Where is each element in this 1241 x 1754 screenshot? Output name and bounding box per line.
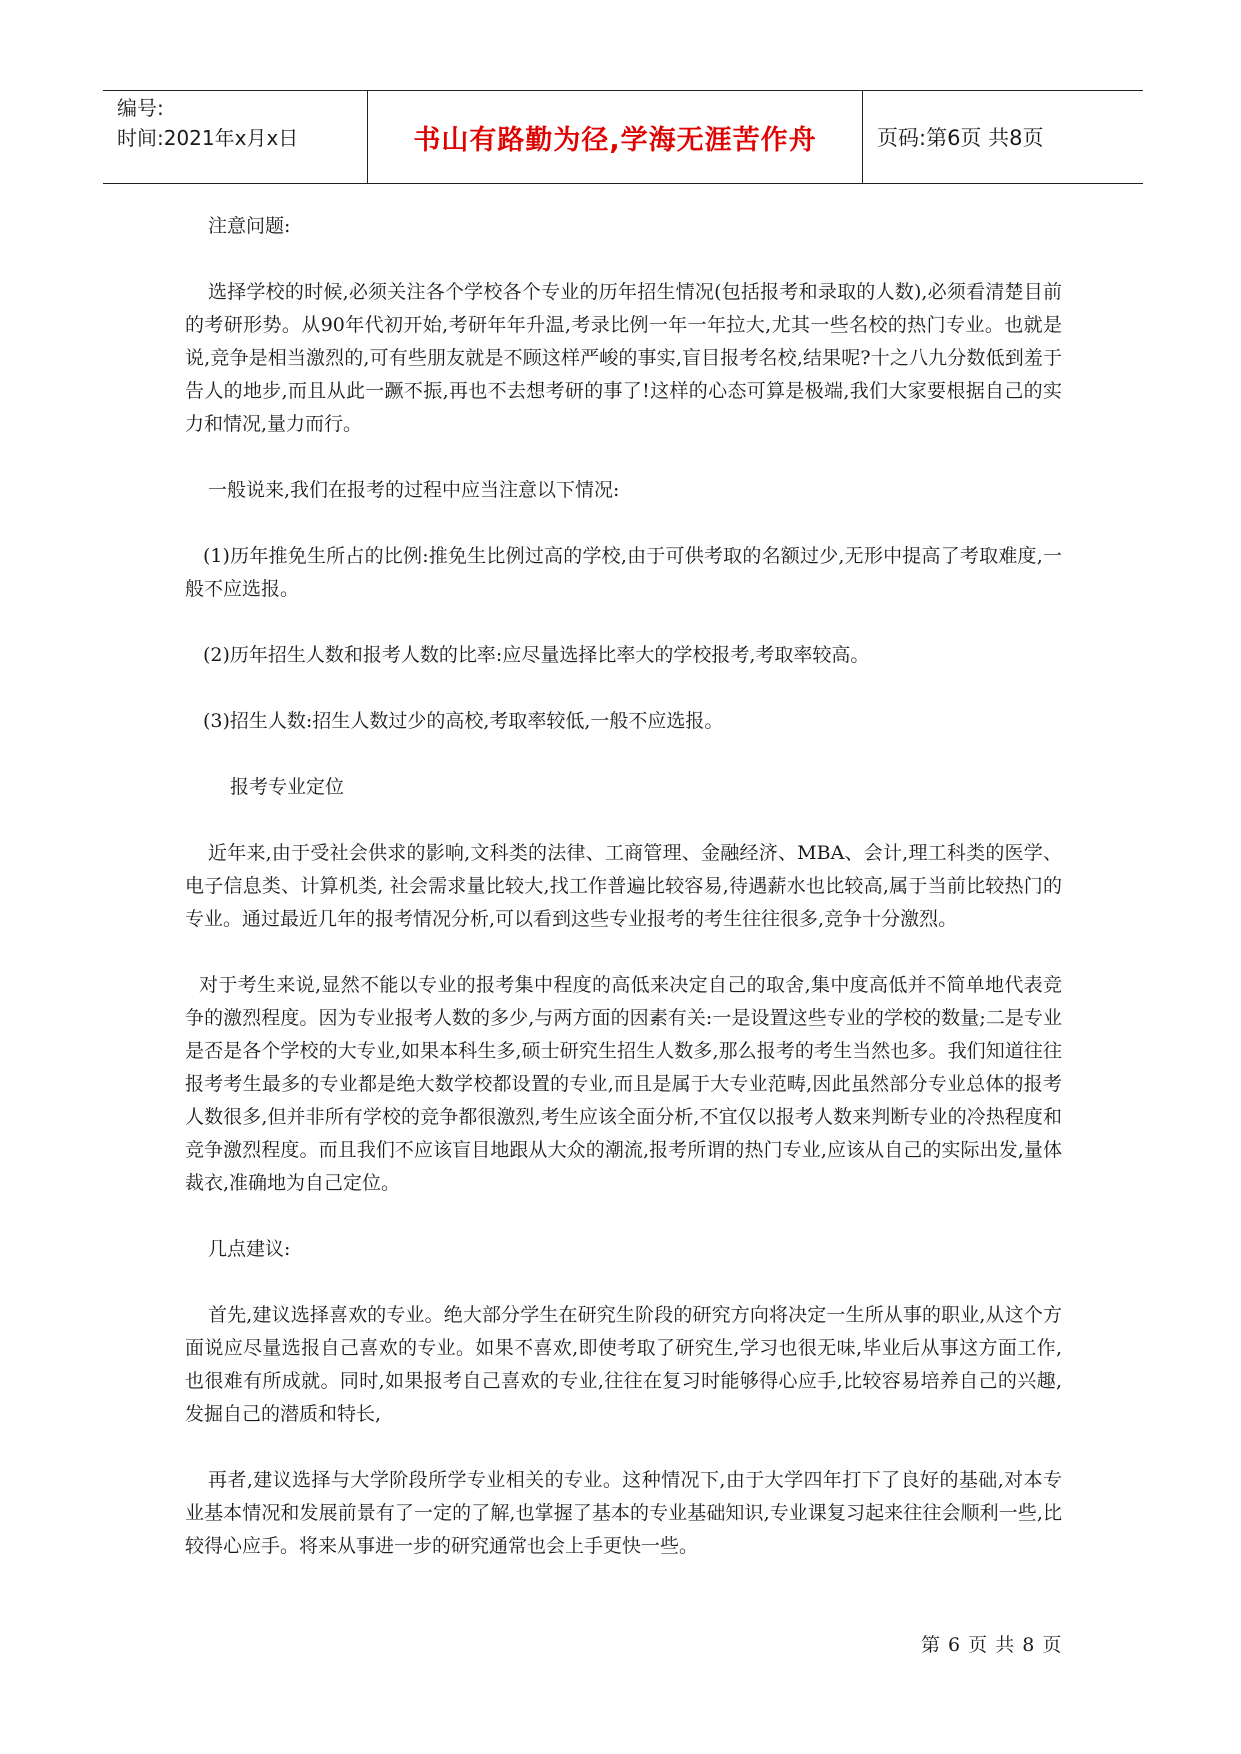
paragraph: 选择学校的时候,必须关注各个学校各个专业的历年招生情况(包括报考和录取的人数),必须看清楚目前的考研形势。从90年代初开始,考研年年升温,考录比例一年一年拉大,尤其一些名校的热门专业。也就是说,竞争是相当激烈的,可有些朋友就是不顾这样严峻的事实,盲目报考名校,结果呢?十之八九分数低到羞于告人的地步,而且从此一蹶不振,再也不去想考研的事了!这样的心态可算是极端,我们大家要根据自己的实力和情况,量力而行。: [185, 281, 1062, 435]
motto: 书山有路勤为径,学海无涯苦作舟: [413, 124, 817, 156]
page-footer: 第 6 页 共 8 页: [921, 1634, 1063, 1656]
paragraph: 对于考生来说,显然不能以专业的报考集中程度的高低来决定自己的取舍,集中度高低并不简单地代表竞争的激烈程度。因为专业报考人数的多少,与两方面的因素有关:一是设置这些专业的学校的数量;二是专业是否是各个学校的大专业,如果本科生多,硕士研究生招生人数多,那么报考的考生当然也多。我们知道往往报考考生最多的专业都是绝大数学校都设置的专业,而且是属于大专业范畴,因此虽然部分专业总体的报考人数很多,但并非所有学校的竞争都很激烈,考生应该全面分析,不宜仅以报考人数来判断专业的冷热程度和竞争激烈程度。而且我们不应该盲目地跟从大众的潮流,报考所谓的热门专业,应该从自己的实际出发,量体裁衣,准确地为自己定位。: [185, 974, 1062, 1194]
paragraph: 一般说来,我们在报考的过程中应当注意以下情况:: [208, 479, 620, 501]
time-label: 时间:2021年x月x日: [117, 126, 299, 150]
heading-notes: 注意问题:: [208, 215, 291, 237]
paragraph: 近年来,由于受社会供求的影响,文科类的法律、工商管理、金融经济、MBA、会计,理工科类的医学、电子信息类、计算机类, 社会需求量比较大,找工作普遍比较容易,待遇薪水也比较高,属于当前比较热门的专业。通过最近几年的报考情况分析,可以看到这些专业报考的考生往往很多,竞争十分激烈。: [185, 842, 1062, 930]
list-item: (1)历年推免生所占的比例:推免生比例过高的学校,由于可供考取的名额过少,无形中提高了考取难度,一般不应选报。: [185, 545, 1062, 600]
list-item: (2)历年招生人数和报考人数的比率:应尽量选择比率大的学校报考,考取率较高。: [203, 644, 870, 666]
header-page-cell: [863, 91, 1143, 183]
number-label: 编号:: [117, 96, 164, 120]
page-label: 页码:第6页 共8页: [877, 126, 1044, 150]
list-item: (3)招生人数:招生人数过少的高校,考取率较低,一般不应选报。: [203, 710, 724, 732]
section-heading: 报考专业定位: [230, 776, 345, 798]
heading-suggestions: 几点建议:: [208, 1238, 291, 1260]
paragraph: 再者,建议选择与大学阶段所学专业相关的专业。这种情况下,由于大学四年打下了良好的基础,对本专业基本情况和发展前景有了一定的了解,也掌握了基本的专业基础知识,专业课复习起来往往会顺利一些,比较得心应手。将来从事进一步的研究通常也会上手更快一些。: [185, 1469, 1062, 1557]
header-motto-cell: [368, 91, 863, 183]
paragraph: 首先,建议选择喜欢的专业。绝大部分学生在研究生阶段的研究方向将决定一生所从事的职业,从这个方面说应尽量选报自己喜欢的专业。如果不喜欢,即使考取了研究生,学习也很无味,毕业后从事这方面工作,也很难有所成就。同时,如果报考自己喜欢的专业,往往在复习时能够得心应手,比较容易培养自己的兴趣,发掘自己的潜质和特长,: [185, 1304, 1062, 1425]
document-body: [185, 210, 1062, 1596]
document-header: [103, 90, 1143, 184]
header-meta: [103, 91, 368, 183]
